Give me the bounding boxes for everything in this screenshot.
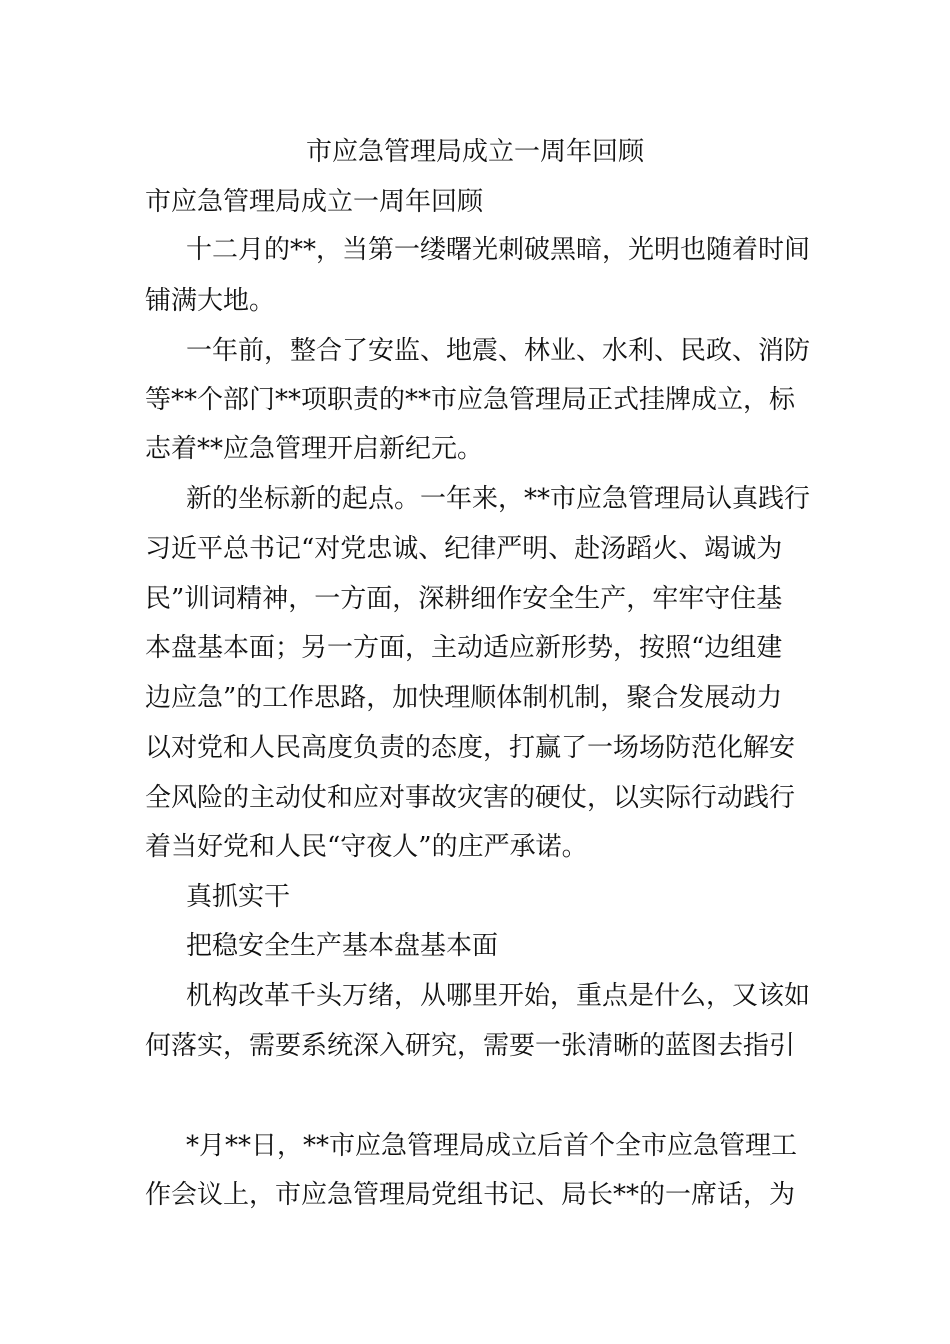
document-subtitle: 市应急管理局成立一周年回顾 [145, 187, 484, 217]
paragraph-3-line-1: 新的坐标新的起点。一年来，**市应急管理局认真践行 [186, 484, 811, 514]
paragraph-3-line-3: 民”训词精神，一方面，深耕细作安全生产，牢牢守住基 [145, 584, 783, 614]
document-title: 市应急管理局成立一周年回顾 [305, 137, 644, 167]
paragraph-3-line-2: 习近平总书记“对党忠诚、纪律严明、赴汤蹈火、竭诚为 [145, 534, 783, 564]
paragraph-3-line-4: 本盘基本面；另一方面，主动适应新形势，按照“边组建 [145, 633, 783, 663]
paragraph-5-line-1: *月**日，**市应急管理局成立后首个全市应急管理工 [186, 1131, 798, 1161]
paragraph-3-line-8: 着当好党和人民“守夜人”的庄严承诺。 [145, 832, 588, 862]
section-heading-1: 真抓实干 [186, 882, 291, 912]
section-heading-2: 把稳安全生产基本盘基本面 [186, 931, 499, 961]
paragraph-2-line-1: 一年前，整合了安监、地震、林业、水利、民政、消防 [186, 336, 811, 366]
paragraph-2-line-2: 等**个部门**项职责的**市应急管理局正式挂牌成立，标 [145, 385, 796, 415]
paragraph-4-line-1: 机构改革千头万绪，从哪里开始，重点是什么，又该如 [186, 981, 811, 1011]
paragraph-1-line-2: 铺满大地。 [145, 286, 276, 316]
paragraph-4-line-2: 何落实，需要系统深入研究，需要一张清晰的蓝图去指引 [145, 1031, 796, 1061]
paragraph-3-line-5: 边应急”的工作思路，加快理顺体制机制，聚合发展动力 [145, 683, 783, 713]
paragraph-3-line-7: 全风险的主动仗和应对事故灾害的硬仗，以实际行动践行 [145, 783, 796, 813]
paragraph-1-line-1: 十二月的**，当第一缕曙光刺破黑暗，光明也随着时间 [186, 235, 811, 265]
paragraph-5-line-2: 作会议上，市应急管理局党组书记、局长**的一席话，为 [145, 1180, 796, 1210]
paragraph-3-line-6: 以对党和人民高度负责的态度，打赢了一场场防范化解安 [145, 733, 796, 763]
paragraph-2-line-3: 志着**应急管理开启新纪元。 [145, 434, 484, 464]
